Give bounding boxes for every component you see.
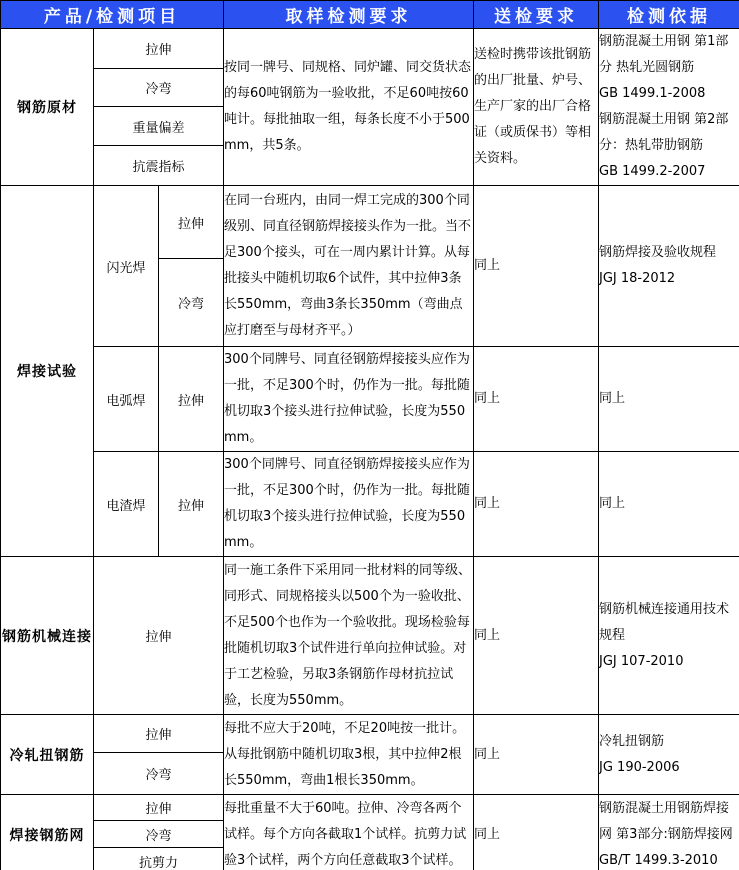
table-row [1,557,739,715]
header-sampling-column: 取样检测要求 [224,1,474,29]
test-item-cell: 冷弯 [94,753,224,795]
method-cell-flash-weld: 闪光焊 [94,186,159,347]
sampling-cell: 300个同牌号、同直径钢筋焊接接头应作为一批，不足300个时，仍作为一批。每批随机切取3个接头进行拉伸试验，长度为550mm。 [224,347,474,452]
test-item-cell: 拉伸 [94,715,224,753]
basis-line: 钢筋混凝土用钢 第2部分：热轧带肋钢筋 [599,112,729,153]
sampling-cell: 每批不应大于20吨，不足20吨按一批计。从每批钢筋中随机切取3根，其中拉伸2根长550mm，弯曲1根长350mm。 [224,715,474,795]
table-row [1,795,739,821]
basis-cell [599,557,739,715]
product-cell-mechanical-splice: 钢筋机械连接 [1,557,94,715]
basis-line: JGJ 107-2010 [599,653,684,669]
test-item-cell: 抗震指标 [94,146,224,186]
product-cell-cold-rolled-twisted: 冷轧扭钢筋 [1,715,94,795]
header-row [1,1,739,29]
basis-line: JGJ 18-2012 [599,271,676,286]
basis-cell: 同上 [599,347,739,452]
basis-line: GB/T 1499.3-2010 [599,853,718,868]
sampling-cell: 每批重量不大于60吨。拉伸、冷弯各两个试样。每个方向各截取1个试样。抗剪力试验3个试样，两个方向任意截取3个试样。 [224,795,474,870]
test-item-cell: 拉伸 [159,347,224,452]
test-item-cell: 拉伸 [159,186,224,259]
sampling-cell: 按同一牌号、同规格、同炉罐、同交货状态的每60吨钢筋为一验收批，不足60吨按60吨计。每批抽取一组，每条长度不小于500mm，共5条。 [224,29,474,186]
basis-line: JG 190-2006 [599,759,680,775]
test-item-cell: 冷弯 [94,821,224,848]
test-item-cell: 拉伸 [94,29,224,69]
basis-line: GB 1499.1-2008 [599,86,706,101]
test-item-cell: 拉伸 [94,557,224,715]
basis-line: 钢筋混凝土用钢筋焊接网 第3部分:钢筋焊接网 [599,801,733,842]
test-item-cell: 拉伸 [159,452,224,557]
sampling-cell: 同一施工条件下采用同一批材料的同等级、同形式、同规格接头以500个为一验收批、不足500个也作为一个验收批。现场检验每批随机切取3个试件进行单向拉伸试验。对于工艺检验，另取3条钢筋作母材抗拉试验，长度为550mm。 [224,557,474,715]
product-cell-rebar-raw: 钢筋原材 [1,29,94,186]
product-cell-welding-test: 焊接试验 [1,186,94,557]
basis-line: 冷轧扭钢筋 [599,733,665,749]
submission-cell: 同上 [474,557,599,715]
test-item-cell: 重量偏差 [94,106,224,146]
table-row [1,186,739,259]
table-row [1,347,739,452]
submission-cell: 同上 [474,452,599,557]
basis-cell [599,29,739,186]
submission-cell: 同上 [474,186,599,347]
table-row [1,715,739,753]
test-item-cell: 抗剪力 [94,848,224,870]
basis-line: 钢筋机械连接通用技术规程 [599,601,730,643]
method-cell-electroslag-weld: 电渣焊 [94,452,159,557]
test-item-cell: 冷弯 [94,68,224,106]
submission-cell: 送检时携带该批钢筋的出厂批量、炉号、生产厂家的出厂合格证（或质保书）等相关资料。 [474,29,599,186]
header-basis-column: 检测依据 [599,1,739,29]
table-row [1,452,739,557]
basis-cell [599,715,739,795]
submission-cell: 同上 [474,795,599,870]
sampling-cell: 在同一台班内，由同一焊工完成的300个同级别、同直径钢筋焊接接头作为一批。当不足300个接头，可在一周内累计计算。从每批接头中随机切取6个试件，其中拉伸3条长550mm，弯曲3条长350mm（弯曲点应打磨至与母材齐平。） [224,186,474,347]
basis-line: GB 1499.2-2007 [599,164,706,179]
sampling-cell: 300个同牌号、同直径钢筋焊接接头应作为一批，不足300个时，仍作为一批。每批随机切取3个接头进行拉伸试验，长度为550mm。 [224,452,474,557]
submission-cell: 同上 [474,347,599,452]
basis-cell [599,795,739,870]
basis-line: 钢筋焊接及验收规程 [599,245,717,260]
product-cell-welded-mesh: 焊接钢筋网 [1,795,94,870]
basis-line: 钢筋混凝土用钢 第1部分 热轧光圆钢筋 [599,34,729,75]
test-item-cell: 冷弯 [159,259,224,347]
method-cell-arc-weld: 电弧焊 [94,347,159,452]
table-row [1,29,739,69]
submission-cell: 同上 [474,715,599,795]
test-item-cell: 拉伸 [94,795,224,821]
basis-cell: 同上 [599,452,739,557]
header-product-column: 产品/检测项目 [1,1,224,29]
header-submission-column: 送检要求 [474,1,599,29]
basis-cell [599,186,739,347]
